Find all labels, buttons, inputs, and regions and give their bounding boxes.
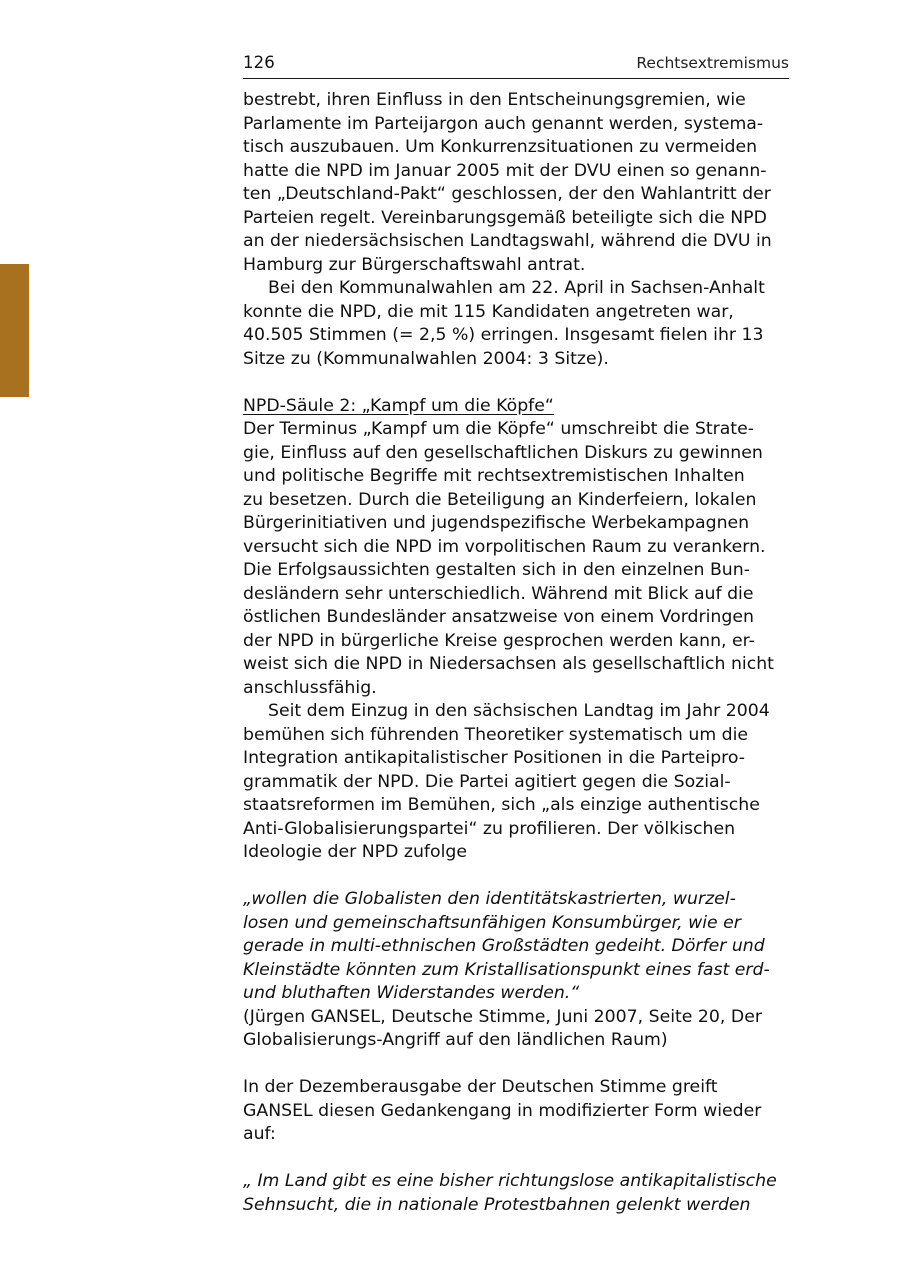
text-line: Hamburg zur Bürgerschaftswahl antrat. — [243, 254, 586, 275]
text-line: Bei den Kommunalwahlen am 22. April in Sachsen-Anhalt — [268, 278, 765, 298]
text-line: ten „Deutschland-Pakt“ geschlossen, der den Wahlantritt der — [243, 184, 771, 204]
running-title: Rechtsextremismus — [636, 54, 789, 72]
text-line: Seit dem Einzug in den sächsischen Landtag im Jahr 2004 — [268, 701, 770, 721]
citation-line: (Jürgen GANSEL, Deutsche Stimme, Juni 2007, Seite 20, Der — [243, 1006, 762, 1027]
paragraph — [243, 700, 791, 865]
text-line: tisch auszubauen. Um Konkurrenzsituationen zu vermeiden — [243, 137, 758, 157]
section-subheading: NPD-Säule 2: „Kampf um die Köpfe“ — [243, 395, 554, 416]
paragraph — [243, 277, 791, 371]
quote-line: und bluthaften Widerstandes werden.“ — [243, 983, 580, 1003]
text-line: bemühen sich führenden Theoretiker systematisch um die — [243, 724, 749, 745]
text-line: versucht sich die NPD im vorpolitischen Raum zu verankern. — [243, 536, 766, 557]
text-line: Sitze zu (Kommunalwahlen 2004: 3 Sitze). — [243, 348, 609, 369]
quote-line: „ Im Land gibt es eine bisher richtungslose antikapitalistische — [243, 1171, 777, 1191]
text-line: In der Dezemberausgabe der Deutschen Stimme greift — [243, 1077, 718, 1097]
text-line: 40.505 Stimmen (= 2,5 %) erringen. Insgesamt fielen ihr 13 — [243, 325, 764, 345]
paragraph — [243, 89, 791, 277]
text-line: bestrebt, ihren Einfluss in den Entscheinungsgremien, wie — [243, 90, 746, 110]
text-line: konnte die NPD, die mit 115 Kandidaten angetreten war, — [243, 301, 734, 322]
text-line: und politische Begriffe mit rechtsextremistischen Inhalten — [243, 466, 745, 486]
text-line: Der Terminus „Kampf um die Köpfe“ umschreibt die Strate- — [243, 419, 754, 439]
text-line: gie, Einfluss auf den gesellschaftlichen Diskurs zu gewinnen — [243, 442, 763, 463]
page-header — [243, 52, 789, 79]
text-line: staatsreformen im Bemühen, sich „als einzige authentische — [243, 795, 760, 815]
text-line: Ideologie der NPD zufolge — [243, 842, 467, 862]
quote-line: gerade in multi-ethnischen Großstädten gedeiht. Dörfer und — [243, 936, 765, 956]
citation — [243, 1006, 791, 1053]
text-line: auf: — [243, 1124, 276, 1144]
quote-line: Kleinstädte könnten zum Kristallisationspunkt eines fast erd- — [243, 959, 770, 980]
block-quote — [243, 1170, 791, 1217]
paragraph — [243, 1076, 791, 1147]
page-content — [243, 89, 791, 1217]
text-line: GANSEL diesen Gedankengang in modifizierter Form wieder — [243, 1100, 762, 1121]
text-line: hatte die NPD im Januar 2005 mit der DVU einen so genann- — [243, 160, 767, 181]
text-line: zu besetzen. Durch die Beteiligung an Kinderfeiern, lokalen — [243, 489, 757, 510]
text-line: der NPD in bürgerliche Kreise gesprochen werden kann, er- — [243, 630, 755, 651]
quote-line: Sehnsucht, die in nationale Protestbahnen gelenkt werden — [243, 1194, 751, 1215]
text-line: desländern sehr unterschiedlich. Während mit Blick auf die — [243, 583, 754, 604]
text-line: östlichen Bundesländer ansatzweise von einem Vordringen — [243, 607, 754, 627]
quote-line: „wollen die Globalisten den identitätskastrierten, wurzel- — [243, 889, 736, 909]
block-quote — [243, 888, 791, 1006]
paragraph — [243, 418, 791, 700]
text-line: Die Erfolgsaussichten gestalten sich in den einzelnen Bun- — [243, 560, 750, 580]
text-line: Integration antikapitalistischer Positionen in die Parteipro- — [243, 748, 746, 768]
text-line: Bürgerinitiativen und jugendspezifische Werbekampagnen — [243, 513, 750, 533]
text-line: Anti-Globalisierungspartei“ zu profilieren. Der völkischen — [243, 818, 736, 839]
citation-line: Globalisierungs-Angriff auf den ländlichen Raum) — [243, 1030, 668, 1050]
text-line: an der niedersächsischen Landtagswahl, während die DVU in — [243, 231, 772, 251]
page-number: 126 — [243, 53, 275, 72]
text-line: anschlussfähig. — [243, 677, 377, 698]
text-line: weist sich die NPD in Niedersachsen als gesellschaftlich nicht — [243, 654, 774, 674]
chapter-color-tab — [0, 264, 29, 397]
text-line: Parteien regelt. Vereinbarungsgemäß beteiligte sich die NPD — [243, 207, 767, 228]
text-line: Parlamente im Parteijargon auch genannt werden, systema- — [243, 113, 764, 134]
quote-line: losen und gemeinschaftsunfähigen Konsumbürger, wie er — [243, 912, 741, 933]
text-line: grammatik der NPD. Die Partei agitiert gegen die Sozial- — [243, 771, 731, 792]
